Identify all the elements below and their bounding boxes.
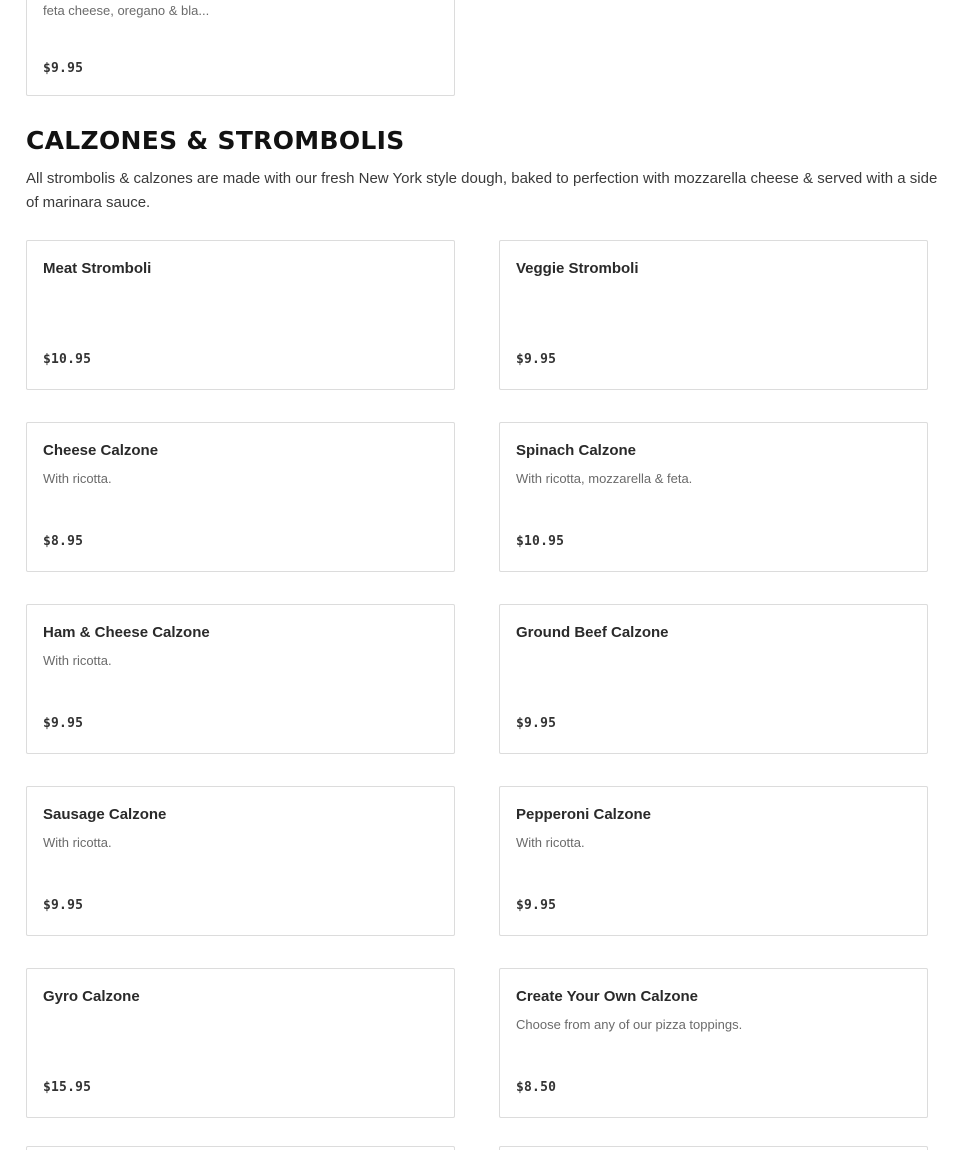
menu-item-price: $9.95	[43, 61, 84, 76]
menu-item-card[interactable]	[499, 968, 928, 1118]
menu-item-price: $9.95	[516, 898, 557, 913]
menu-item-description: With ricotta, mozzarella & feta.	[516, 471, 693, 486]
menu-item-description: With ricotta.	[43, 835, 112, 850]
menu-item-name: Ham & Cheese Calzone	[43, 624, 210, 641]
menu-item-card[interactable]	[499, 1146, 928, 1150]
menu-item-description: With ricotta.	[43, 653, 112, 668]
section-title: CALZONES & STROMBOLIS	[26, 126, 405, 155]
menu-item-name: Veggie Stromboli	[516, 260, 639, 277]
menu-item-name: Cheese Calzone	[43, 442, 159, 459]
menu-item-card[interactable]	[499, 786, 928, 936]
menu-item-description: With ricotta.	[516, 835, 585, 850]
menu-item-description: With ricotta.	[43, 471, 112, 486]
menu-item-name: Spinach Calzone	[516, 442, 637, 459]
menu-item-price: $9.95	[43, 898, 84, 913]
menu-item-price: $9.95	[516, 716, 557, 731]
menu-item-card[interactable]	[499, 422, 928, 572]
menu-item-card[interactable]	[26, 968, 455, 1118]
menu-item-name: Ground Beef Calzone	[516, 624, 669, 641]
menu-item-price: $15.95	[43, 1080, 92, 1095]
menu-item-card[interactable]	[26, 1146, 455, 1150]
menu-item-card[interactable]	[26, 0, 455, 96]
menu-item-card[interactable]	[26, 240, 455, 390]
menu-item-card[interactable]	[499, 240, 928, 390]
menu-item-card[interactable]	[26, 604, 455, 754]
menu-item-name: Gyro Calzone	[43, 988, 140, 1005]
menu-item-name: Create Your Own Calzone	[516, 988, 698, 1005]
menu-item-price: $8.50	[516, 1080, 557, 1095]
menu-item-card[interactable]	[499, 604, 928, 754]
menu-item-price: $10.95	[43, 352, 92, 367]
menu-item-name: Sausage Calzone	[43, 806, 167, 823]
menu-item-price: $10.95	[516, 534, 565, 549]
section-description: All strombolis & calzones are made with our fresh New York style dough, baked to perfection with mozzarella cheese & served with a side of marinara sauce.	[26, 170, 938, 211]
menu-item-description: feta cheese, oregano & bla...	[43, 3, 210, 18]
menu-item-card[interactable]	[26, 786, 455, 936]
menu-item-name: Meat Stromboli	[43, 260, 152, 277]
menu-item-name: Pepperoni Calzone	[516, 806, 652, 823]
menu-item-price: $9.95	[516, 352, 557, 367]
menu-item-description: Choose from any of our pizza toppings.	[516, 1017, 743, 1032]
menu-item-card[interactable]	[26, 422, 455, 572]
menu-item-price: $9.95	[43, 716, 84, 731]
menu-item-price: $8.95	[43, 534, 84, 549]
